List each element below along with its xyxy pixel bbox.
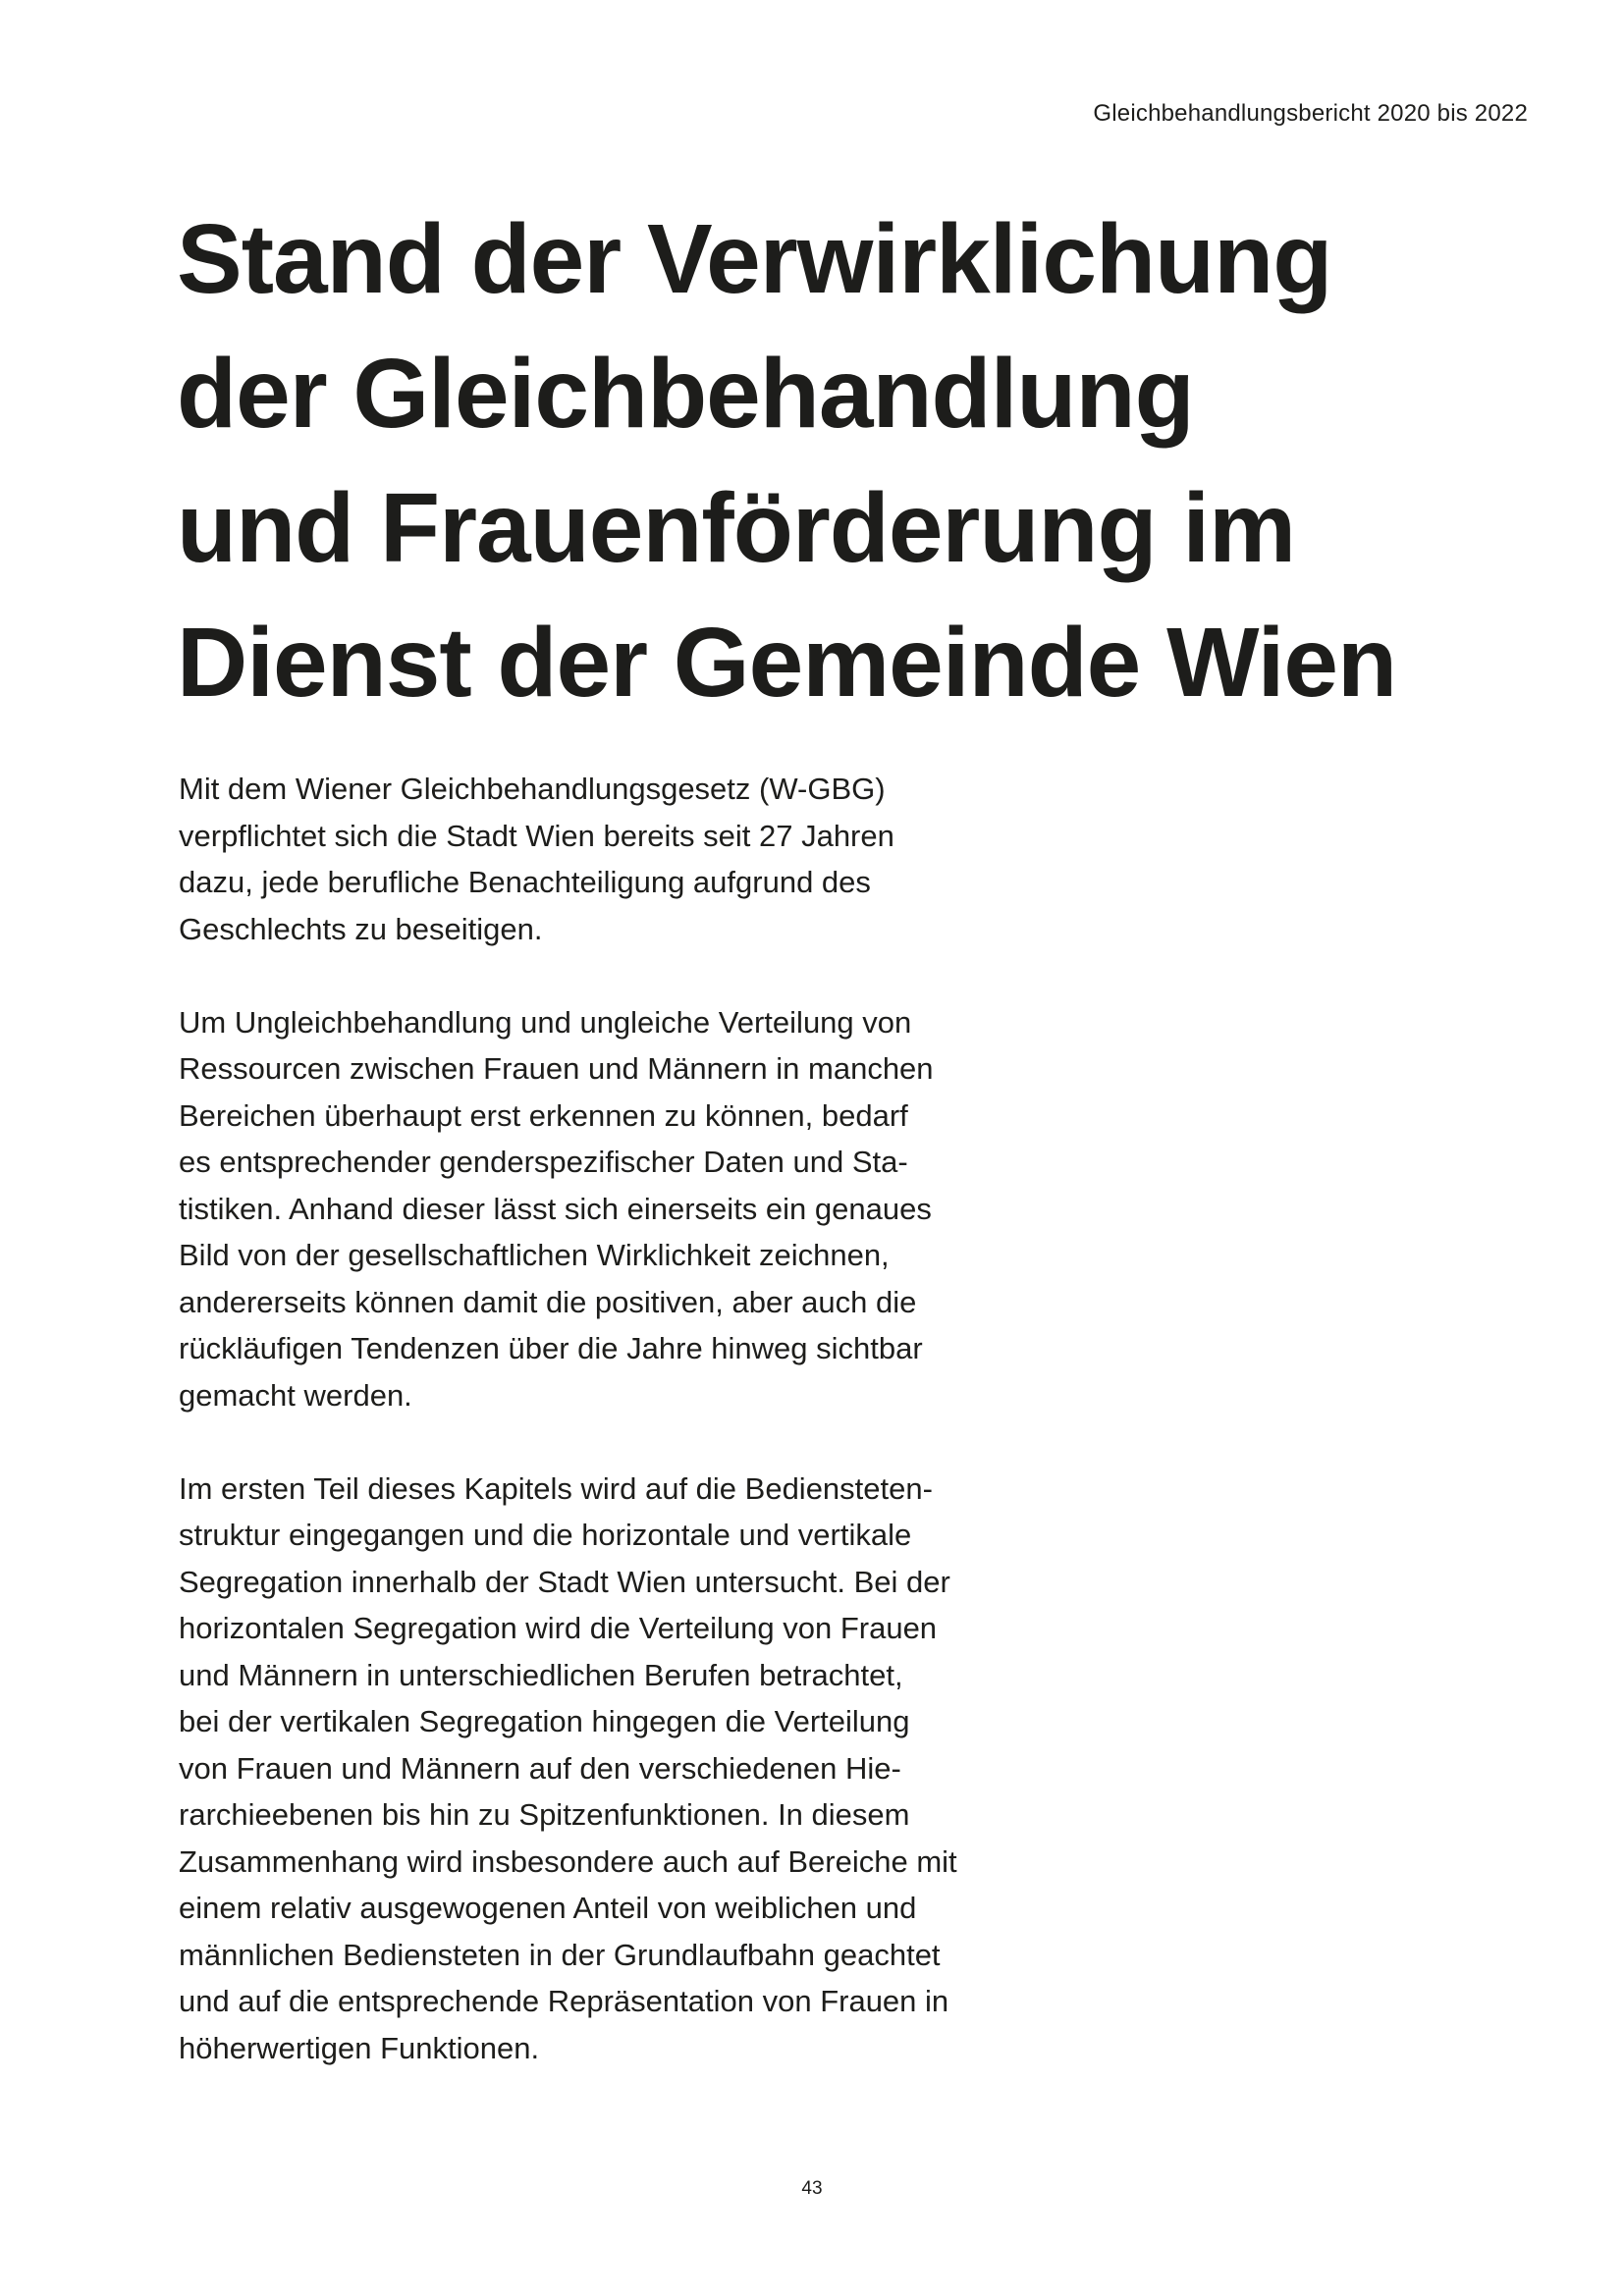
chapter-title <box>177 192 1551 730</box>
text-line: rarchieebenen bis hin zu Spitzenfunktionen. In diesem <box>179 1797 910 1832</box>
text-line: bei der vertikalen Segregation hingegen die Verteilung <box>179 1704 910 1738</box>
paragraph-intro <box>179 766 1062 952</box>
text-line: gemacht werden. <box>179 1377 412 1413</box>
text-line: struktur eingegangen und die horizontale und vertikale <box>179 1518 912 1552</box>
body-text <box>179 766 1062 2118</box>
text-line: Bereichen überhaupt erst erkennen zu können, bedarf <box>179 1097 908 1133</box>
running-header: Gleichbehandlungsbericht 2020 bis 2022 <box>1093 100 1528 127</box>
text-line: Zusammenhang wird insbesondere auch auf Bereiche mit <box>179 1843 957 1879</box>
chapter-title-line: und Frauenförderung im <box>177 473 1296 583</box>
text-line: Mit dem Wiener Gleichbehandlungsgesetz (W-GBG) <box>179 772 886 806</box>
text-line: und Männern in unterschiedlichen Berufen betrachtet, <box>179 1657 903 1692</box>
text-line: es entsprechender genderspezifischer Daten und Sta- <box>179 1145 908 1179</box>
text-line: tistiken. Anhand dieser lässt sich einerseits ein genaues <box>179 1191 932 1226</box>
text-line: von Frauen und Männern auf den verschiedenen Hie- <box>179 1750 901 1786</box>
text-line: Um Ungleichbehandlung und ungleiche Verteilung von <box>179 1004 912 1040</box>
text-line: horizontalen Segregation wird die Verteilung von Frauen <box>179 1611 938 1645</box>
text-line: dazu, jede berufliche Benachteiligung aufgrund des <box>179 865 871 899</box>
text-line: Bild von der gesellschaftlichen Wirklichkeit zeichnen, <box>179 1238 890 1272</box>
paragraph-segregation <box>179 1466 1062 2072</box>
paragraph-gender-data <box>179 999 1062 1419</box>
text-line: einem relativ ausgewogenen Anteil von weiblichen und <box>179 1891 917 1925</box>
chapter-title-line: Dienst der Gemeinde Wien <box>177 608 1397 718</box>
text-line: verpflichtet sich die Stadt Wien bereits seit 27 Jahren <box>179 818 894 853</box>
text-line: andererseits können damit die positiven, aber auch die <box>179 1284 917 1319</box>
text-line: Ressourcen zwischen Frauen und Männern in manchen <box>179 1051 934 1086</box>
text-line: Segregation innerhalb der Stadt Wien untersucht. Bei der <box>179 1564 950 1599</box>
text-line: männlichen Bediensteten in der Grundlaufbahn geachtet <box>179 1937 941 1972</box>
text-line: höherwertigen Funktionen. <box>179 2030 540 2065</box>
chapter-title-line: Stand der Verwirklichung <box>177 204 1332 314</box>
text-line: rückläufigen Tendenzen über die Jahre hinweg sichtbar <box>179 1331 923 1365</box>
text-line: und auf die entsprechende Repräsentation von Frauen in <box>179 1984 949 2018</box>
chapter-title-line: der Gleichbehandlung <box>177 339 1194 449</box>
page-number: 43 <box>801 2178 823 2199</box>
text-line: Geschlechts zu beseitigen. <box>179 911 543 946</box>
text-line: Im ersten Teil dieses Kapitels wird auf die Bediensteten- <box>179 1470 933 1506</box>
